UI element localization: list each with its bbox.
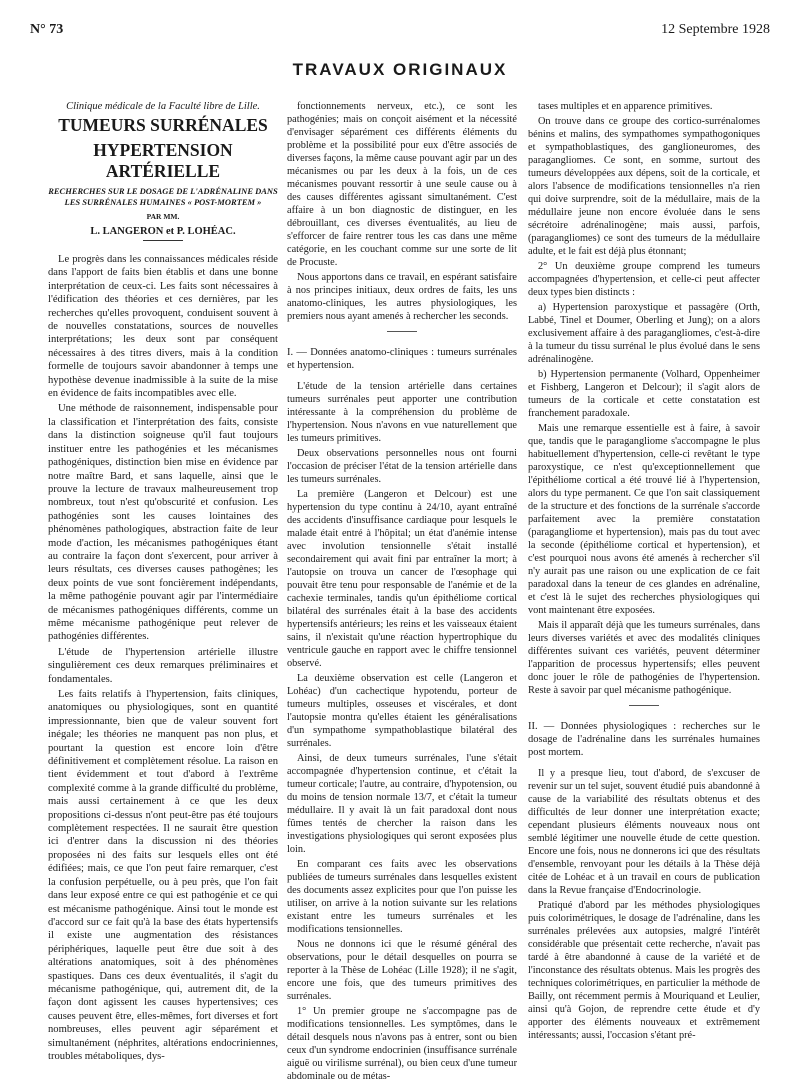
paragraph: On trouve dans ce groupe des cortico-surrénalomes bénins et malins, des sympathomes sympathogoniques et sympathoblastiques, des ganglioneuromes, des paragangliomes. Ce sont, en somme, surtout des tumeurs développées aux dépens, soit de la corticale, et alors l'absence de modifications tensionnelles n'a rien qui doive surprendre, soit de la médullaire, mais de la médullaire jeune non encore évoluée dans le sens sécrétoire adrénalinogène; mais aussi, parfois, (paragangliomes) ce sont des tumeurs de la médullaire adulte, et le fait est déjà plus étonnant; [528, 116, 760, 257]
column-3 [528, 100, 760, 1044]
paragraph: La deuxième observation est celle (Langeron et Lohéac) d'un cachectique hypotendu, porteur de tumeurs multiples, osseuses et viscérales, et dont l'autopsie montra qu'elles étaient les généralisations d'un sympathome sympathoblastique bilatéral des surrénales. [287, 673, 517, 749]
section-heading-1: I. — Données anatomo-cliniques : tumeurs surrénales et hypertension. [287, 347, 517, 371]
paragraph: 1° Un premier groupe ne s'accompagne pas de modifications tensionnelles. Les symptômes, dans le détail desquels nous n'avons pas à entrer, sont ou bien ceux d'un syndrome endocrinien (insuffisance surrénale aiguë ou virilisme surrénal), ou bien ceux d'une tumeur abdominale ou de métas- [287, 1006, 517, 1082]
paragraph: a) Hypertension paroxystique et passagère (Orth, Labbé, Tinel et Doumer, Oberling et Jung); on a alors exclusivement affaire à des paragangliomes, c'est-à-dire à la tumeur du tissu surrénal le plus évolué dans le sens adrénalinogène. [528, 302, 760, 365]
paragraph: Ainsi, de deux tumeurs surrénales, l'une s'était accompagnée d'hypertension continue, et c'était la tumeur corticale; l'autre, au contraire, d'hypotension, ou du moins de tension normale 13/7, et c'était la tumeur médullaire. Il y avait là un fait paradoxal dont nous fûmes tentés de chercher la raison dans les investigations physiologiques qui seront exposées plus loin. [287, 753, 517, 855]
paragraph: Mais une remarque essentielle est à faire, à savoir que, tandis que le paragangliome s'accompagne le plus habituellement d'hypertension, celle-ci revêtant le type paroxystique, ce n'est qu'exceptionnellement que l'épithéliome cortical a été trouvé lié à l'hypertension, alors du type permanent. Ce que l'on sait classiquement de la structure et des fonctions de la surrénale s'accorde parfaitement avec la première constatation (paragangliome et hypertension), mais pas du tout avec la seconde (épithéliome cortical et hypertension), et c'est pourquoi nous avons été amenés à rechercher s'il n'y aurait pas une raison ou une explication de ce fait paradoxal dans la teneur de ces glandes en adrénaline, et c'est là le sujet des recherches physiologiques qui vont maintenant être exposées. [528, 423, 760, 616]
paragraph: Une méthode de raisonnement, indispensable pour la classification et l'interprétation des faits, consiste dans la distinction soigneuse qu'il faut toujours instituer entre les pathogénies et les mécanismes pathogéniques, distinction bien mise en évidence par notre maître Bard, et sans laquelle, ainsi que le prouve la lecture de travaux malheureusement trop nombreux, tout n'est qu'obscurité et confusion. Les pathogénies sont les causes lointaines des phénomènes pathologiques, abstraction faite de leur mode d'action, les mécanismes pathogéniques étant au contraire la façon dont s'exercent, pour arriver à leurs résultats, ces diverses causes pathogènes; les deux points de vue sont foncièrement indépendants, la même pathogénie pouvant agir par l'intermédiaire de mécanismes pathogéniques différents, comme un même mécanisme pathogénique peut relever de pathogénies différentes. [48, 403, 278, 643]
article-title-line2: HYPERTENSION ARTÉRIELLE [93, 140, 233, 181]
paragraph: Les faits relatifs à l'hypertension, faits cliniques, anatomiques ou physiologiques, sont en quantité impressionnante, bien que de valeur souvent fort inégale; les théories ne manquent pas non plus, et pourtant la question est encore loin d'être définitivement et complètement résolue. La raison en tient évidemment et tout d'abord à l'extrême complexité comme à la grande difficulté du problème, mais aussi certainement à ce que les deux propositions ci-dessus n'ont peut-être pas été toujours complètement respectées. Il ne saurait être question ici d'entrer dans la discussion ni des théories proposées ni des faits sur lesquels elles ont été édifiées; mais, ce que l'on peut faire remarquer, c'est la confusion perpétuelle, ou à peu près, que l'on fait dans leur exposé entre ce qui est pathogénie et ce qui est mécanisme pathogénique. Ainsi tout le monde est d'accord sur ce fait qu'à la base des états hypertensifs il existe une augmentation des résistances périphériques, laquelle peut être due soit à des altérations anatomiques, soit à des phénomènes spastiques. Dans ces deux éventualités, il s'agit du mécanisme pathogénique, qui, autrement dit, de la façon dont agissent les causes hypertensives; ces causes peuvent être, elles-mêmes, fort diverses et fort nombreuses, elles peuvent agir séparément et simultanément (néphrites, altérations endocriniennes, troubles métaboliques, dys- [48, 689, 278, 1062]
issue-date: 12 Septembre 1928 [661, 22, 770, 37]
journal-section-title: TRAVAUX ORIGINAUX [292, 60, 508, 79]
paragraph: b) Hypertension permanente (Volhard, Oppenheimer et Fishberg, Langeron et Delcour); il s'agit alors de tumeurs de la corticale et cette constatation est franchement paradoxale. [528, 369, 760, 419]
section-heading-2: II. — Données physiologiques : recherches sur le dosage de l'adrénaline dans les surrénales humaines post mortem. [528, 721, 760, 758]
by-line-prefix: PAR MM. [146, 212, 180, 221]
page-header [30, 22, 770, 42]
clinic-line: Clinique médicale de la Faculté libre de Lille. [66, 101, 260, 112]
paragraph: tases multiples et en apparence primitives. [538, 101, 713, 112]
column-2 [287, 100, 517, 1085]
paragraph: La première (Langeron et Delcour) est une hypertension du type continu à 24/10, ayant entraîné des accidents d'insuffisance cardiaque pour lesquels le malade était entré à l'hôpital; un état d'anémie intense avec involution tensionnelle s'était installé secondairement qui avait fini par entraîner la mort; à l'autopsie on trouva un cancer de l'œsophage qui pouvait être tenu pour responsable de l'anémie et de la cachexie terminales, tandis qu'un épithéliome cortical bilatéral des surrénales était à la base des accidents hypertensifs antérieurs; les reins et les vaisseaux étaient sains, il n'existait qu'une réaction hypertrophique du ventricule gauche en rapport avec le chiffre tensionnel observé. [287, 489, 517, 669]
paragraph: Pratiqué d'abord par les méthodes physiologiques puis colorimétriques, le dosage de l'adrénaline, dans les surrénales prélevées aux autopsies, malgré l'intérêt considérable que présentait cette recherche, n'avait pas tardé à être abandonné à cause de la variété et de l'inconstance des résultats obtenus. Mais les progrès des techniques colorimétriques, en particulier la méthode de Bailly, ont récemment permis à Mouriquand et Leulier, ainsi qu'à Gojon, de reprendre cette étude et d'y apporter des éléments nouveaux et extrêmement intéressants; aussi, l'occasion s'étant pré- [528, 900, 760, 1041]
paragraph: Le progrès dans les connaissances médicales réside dans l'apport de faits bien établis et dans une bonne interprétation de ceux-ci. Les faits sont nécessaires à l'édification des théories et ces dernières, par les recherches qu'elles provoquent, conduisent souvent à de nouvelles constatations, sources de nouvelles interprétations; les deux sont par conséquent nécessaires à des titres divers, mais à la condition formelle de toujours savoir abandonner à temps une hypothèse devenue inadmissible à la suite de la mise en évidence de faits incompatibles avec elle. [48, 254, 278, 400]
section-divider [629, 705, 659, 706]
col1-body [48, 253, 278, 1063]
column-1 [48, 100, 278, 1065]
paragraph: Nous apportons dans ce travail, en espérant satisfaire à nos principes initiaux, deux ordres de faits, les uns anatomo-cliniques, les autres physiologiques, les premiers nous ayant amenés à rechercher les seconds. [287, 272, 517, 322]
article-title-line1: TUMEURS SURRÉNALES [58, 115, 268, 135]
issue-number: N° 73 [30, 22, 64, 37]
paragraph: En comparant ces faits avec les observations publiées de tumeurs surrénales dans lesquelles existent des documents assez explicites pour que l'on puisse les utiliser, on arrive à la notion suivante sur les relations existant entre les tumeurs surrénales et les modifications tensionnelles. [287, 859, 517, 935]
paragraph: fonctionnements nerveux, etc.), ce sont les pathogénies; mais on conçoit aisément et la nécessité d'envisager séparément ces différents éléments du problème et la possibilité pour eux d'être associés de diverses façons, la même cause pouvant agir par un des mécanismes ou par les deux à la fois, un de ces mécanismes pouvant ressortir à une seule cause ou à des causes différentes agissant simultanément. C'est affaire à un bon diagnostic de distinguer, en les débrouillant, ces diverses éventualités, au lieu de s'efforcer de faire rentrer tous les cas dans une même catégorie, en les couchant comme sur une sorte de lit de Procuste. [287, 101, 517, 268]
paragraph: Il y a presque lieu, tout d'abord, de s'excuser de revenir sur un tel sujet, souvent étudié puis abandonné à cause de la variabilité des résultats obtenus et des difficultés de leur donner une interprétation exacte; cependant plusieurs éléments nouveaux nous ont semblé légitimer une nouvelle étude de cette question. Encore une fois, nous ne donnerons ici que des résultats d'ensemble, renvoyant pour les détails à la Thèse déjà citée de Lohéac et à un travail en cours de publication dans la Revue française d'Endocrinologie. [528, 768, 760, 896]
paragraph: Mais il apparaît déjà que les tumeurs surrénales, dans leurs diverses variétés et avec des modalités cliniques différentes suivant ces variétés, peuvent déterminer l'apparition de processus hypertensifs; elles peuvent donc jouer le rôle de pathogénies de l'hypertension. Reste à savoir par quel mécanisme pathogénique. [528, 620, 760, 696]
paragraph: 2° Un deuxième groupe comprend les tumeurs accompagnées d'hypertension, et celle-ci peut affecter deux types bien distincts : [528, 261, 760, 298]
paragraph: L'étude de l'hypertension artérielle illustre singulièrement ces deux remarques préliminaires et fondamentales. [48, 646, 278, 685]
paragraph: Nous ne donnons ici que le résumé général des observations, pour le détail desquelles on pourra se reporter à la Thèse de Lohéac (Lille 1928); il ne s'agit, encore une fois, que des tumeurs primitives des surrénales. [287, 939, 517, 1002]
paragraph: Deux observations personnelles nous ont fourni l'occasion de préciser l'état de la tension artérielle dans les tumeurs surrénales. [287, 448, 517, 485]
title-divider [143, 240, 183, 241]
article-subtitle: RECHERCHES SUR LE DOSAGE DE L'ADRÉNALINE DANS LES SURRÉNALES HUMAINES « POST-MORTEM » [48, 186, 278, 207]
paragraph: L'étude de la tension artérielle dans certaines tumeurs surrénales peut apporter une contribution intéressante à la compréhension du problème de l'hypertension. Nous n'avons en vue naturellement que les tumeurs primitives. [287, 381, 517, 444]
authors: L. LANGERON et P. LOHÉAC. [90, 226, 236, 237]
section-divider [387, 331, 417, 332]
